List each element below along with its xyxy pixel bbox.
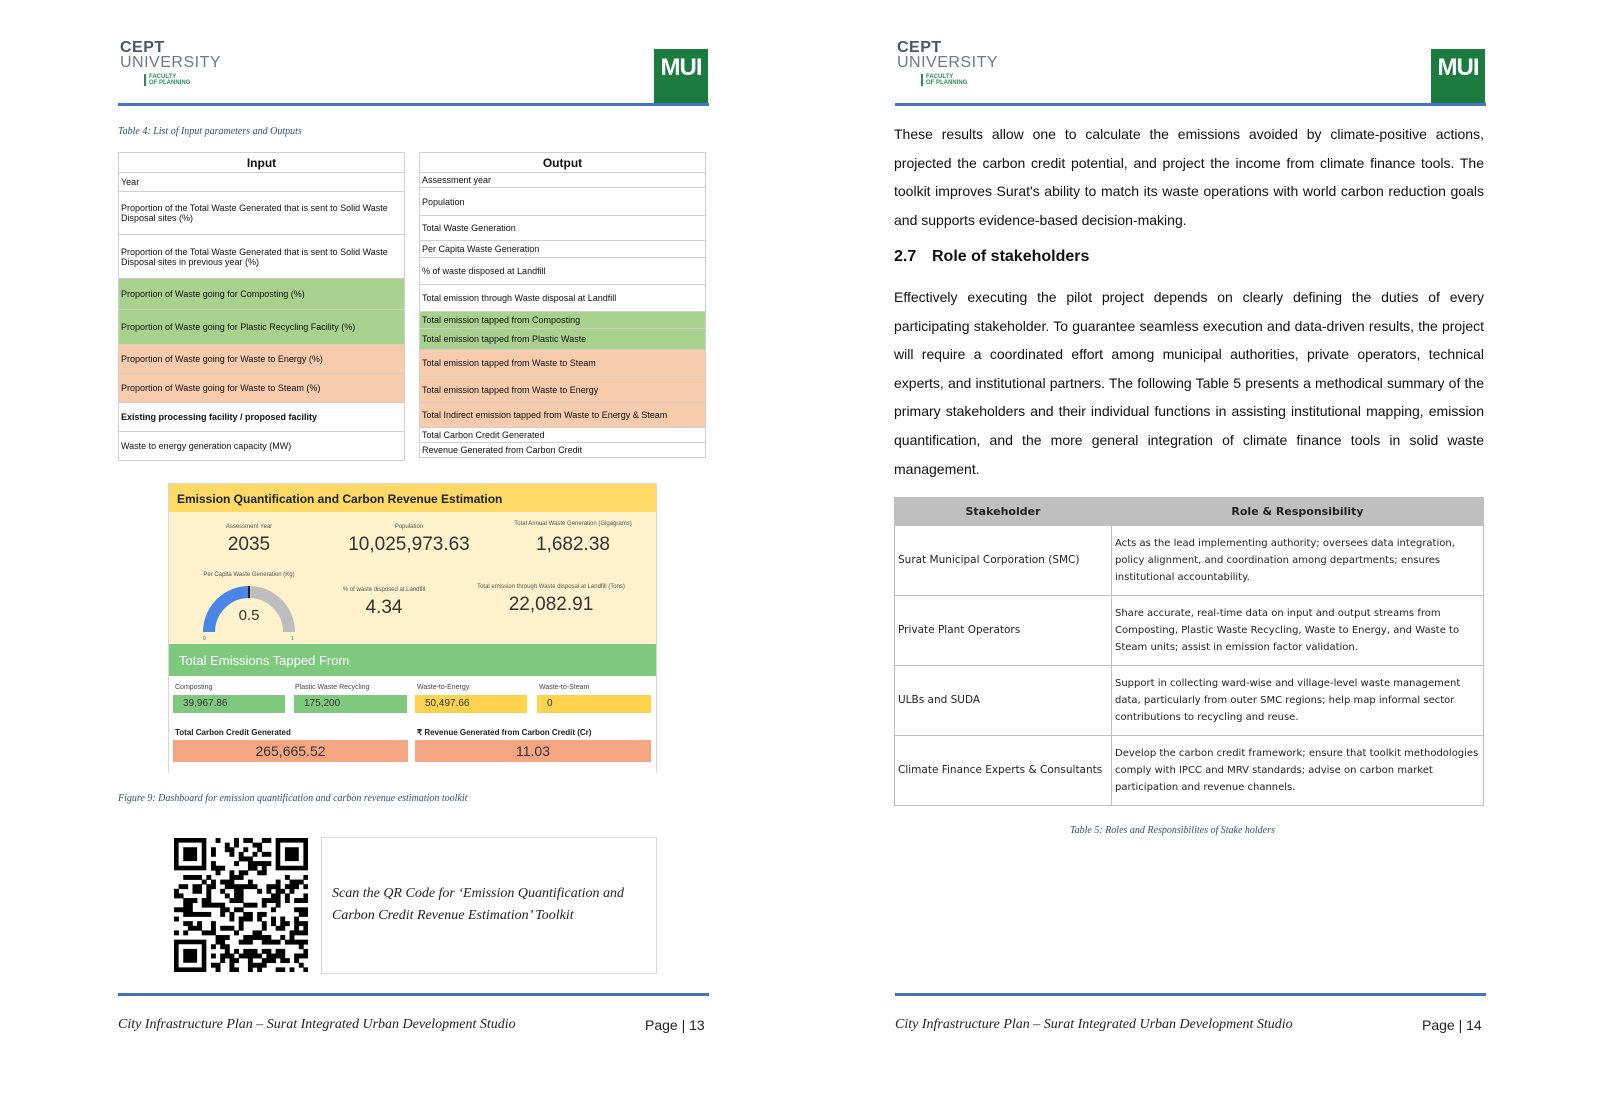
section-heading — [894, 248, 1089, 266]
input-table — [118, 152, 405, 461]
composting-value: 39,967.86 — [173, 695, 285, 713]
output-row: Total Waste Generation — [420, 216, 706, 241]
output-header: Output — [420, 153, 706, 173]
dashboard-title: Emission Quantification and Carbon Revenue Estimation — [169, 484, 656, 512]
stakeholder-role: Support in collecting ward-wise and village-level waste management data, particularly from outer SMC regions; help map informal sector contributions to recycling and reuse. — [1112, 666, 1484, 736]
population-label: Population — [394, 524, 424, 530]
footer-text: City Infrastructure Plan – Surat Integrated Urban Development Studio — [895, 1017, 1293, 1032]
mui-logo-subtext — [654, 87, 708, 91]
revenue-label: ₹ Revenue Generated from Carbon Credit (Cr) — [417, 728, 592, 737]
mui-logo-text: MUI — [1437, 54, 1479, 81]
stakeholder-role: Develop the carbon credit framework; ensure that toolkit methodologies comply with IPCC and MRV standards; advise on carbon market participation and revenue channels. — [1112, 736, 1484, 806]
cept-logo-faculty — [921, 74, 1007, 86]
mui-logo — [654, 49, 708, 104]
page-number: Page | 14 — [1422, 1017, 1482, 1033]
input-header: Input — [119, 153, 405, 173]
table-row — [895, 526, 1484, 596]
landfill-pct-value: 4.34 — [365, 597, 403, 618]
input-row: Proportion of the Total Waste Generated that is sent to Solid Waste Disposal sites (%) — [119, 192, 405, 235]
stakeholder-name: ULBs and SUDA — [895, 666, 1112, 736]
cept-faculty-line1: FACULTY — [926, 74, 954, 80]
qr-instruction-box — [321, 837, 657, 974]
cept-logo-line2: UNIVERSITY — [897, 54, 999, 71]
cept-university-logo — [897, 40, 1007, 96]
stakeholder-name: Surat Municipal Corporation (SMC) — [895, 526, 1112, 596]
cept-logo-faculty — [144, 74, 230, 86]
wte-label: Waste-to-Energy — [417, 684, 470, 691]
footer-rule — [895, 993, 1486, 996]
output-row: Assessment year — [420, 173, 706, 188]
output-row: Total emission tapped from Plastic Waste — [420, 329, 706, 350]
output-row: Total emission tapped from Composting — [420, 312, 706, 329]
dashboard-tapped-panel — [169, 676, 656, 774]
section-title: Role of stakeholders — [932, 248, 1090, 265]
wts-label: Waste-to-Steam — [539, 684, 590, 691]
output-table — [419, 152, 706, 458]
output-row: Population — [420, 188, 706, 216]
table-row — [895, 596, 1484, 666]
output-row: Total emission through Waste disposal at Landfill — [420, 285, 706, 312]
wts-value: 0 — [537, 695, 651, 713]
input-row: Proportion of Waste going for Composting (%) — [119, 279, 405, 310]
role-header: Role & Responsibility — [1112, 498, 1484, 526]
wte-value: 50,497.66 — [415, 695, 527, 713]
stakeholders-paragraph: Effectively executing the pilot project depends on clearly defining the duties of every participating stakeholder. To guarantee seamless execution and data-driven results, the project will require a coordinated effort among municipal authorities, private operators, technical experts, and institutional partners. The following Table 5 presents a methodical summary of the primary stakeholders and their individual functions in assisting institutional mapping, emission quantification, and the more general integration of climate finance tools in solid waste management. — [894, 289, 1484, 477]
input-row: Proportion of Waste going for Waste to Energy (%) — [119, 345, 405, 374]
plastic-label: Plastic Waste Recycling — [295, 684, 370, 691]
stakeholder-name: Climate Finance Experts & Consultants — [895, 736, 1112, 806]
output-row: Total Indirect emission tapped from Waste to Energy & Steam — [420, 403, 706, 428]
cept-logo-line1: CEPT — [120, 39, 165, 56]
output-row: Total emission tapped from Waste to Steam — [420, 350, 706, 377]
per-capita-label: Per Capita Waste Generation (Kg) — [203, 572, 295, 578]
cept-university-logo — [120, 40, 230, 96]
stakeholder-role: Acts as the lead implementing authority; oversees data integration, policy alignment, and coordination among departments; ensures institutional accountability. — [1112, 526, 1484, 596]
emissions-tapped-header: Total Emissions Tapped From — [169, 644, 656, 676]
figure9-caption: Figure 9: Dashboard for emission quantification and carbon revenue estimation toolkit — [118, 793, 468, 804]
header-rule — [895, 103, 1486, 106]
cept-faculty-line2: OF PLANNING — [926, 80, 968, 86]
landfill-emission-label: Total emission through Waste disposal at Landfill (Tons) — [477, 584, 625, 590]
assessment-year-label: Assessment Year — [225, 524, 273, 530]
stakeholders-table — [894, 497, 1484, 806]
input-row: Proportion of the Total Waste Generated that is sent to Solid Waste Disposal sites in previous year (%) — [119, 235, 405, 279]
annual-waste-label: Total Annual Waste Generation (Gigagrams) — [514, 521, 632, 527]
table4-caption: Table 4: List of Input parameters and Outputs — [118, 126, 302, 137]
composting-label: Composting — [175, 684, 213, 691]
cept-faculty-line1: FACULTY — [149, 74, 177, 80]
carbon-credit-value: 265,665.52 — [173, 740, 408, 762]
input-row: Proportion of Waste going for Waste to Steam (%) — [119, 374, 405, 403]
input-row: Existing processing facility / proposed facility — [119, 403, 405, 432]
input-row: Proportion of Waste going for Plastic Recycling Facility (%) — [119, 310, 405, 345]
mui-logo-text: MUI — [660, 54, 702, 81]
assessment-year-value: 2035 — [227, 534, 271, 555]
landfill-emission-value: 22,082.91 — [508, 594, 594, 615]
output-row: Total Carbon Credit Generated — [420, 428, 706, 443]
stakeholder-name: Private Plant Operators — [895, 596, 1112, 666]
annual-waste-value: 1,682.38 — [536, 534, 610, 555]
population-value: 10,025,973.63 — [348, 534, 470, 555]
table-row — [895, 736, 1484, 806]
cept-faculty-line2: OF PLANNING — [149, 80, 191, 86]
output-row: Per Capita Waste Generation — [420, 241, 706, 258]
carbon-credit-label: Total Carbon Credit Generated — [175, 728, 291, 737]
qr-instruction-text: Scan the QR Code for ‘Emission Quantification and Carbon Credit Revenue Estimation’ Toolkit — [332, 886, 625, 923]
qr-code-image — [174, 838, 308, 972]
cept-logo-line1: CEPT — [897, 39, 942, 56]
results-paragraph: These results allow one to calculate the emissions avoided by climate-positive actions, projected the carbon credit potential, and project the income from climate finance tools. The toolkit improves Surat's ability to match its waste operations with world carbon reduction goals and supports evidence-based decision-making. — [894, 126, 1484, 228]
stakeholder-role: Share accurate, real-time data on input and output streams from Composting, Plastic Waste Recycling, Waste to Energy, and Waste to Steam units; assist in emission factor validation. — [1112, 596, 1484, 666]
header-rule — [118, 103, 709, 106]
emission-dashboard — [168, 483, 657, 773]
footer-text: City Infrastructure Plan – Surat Integrated Urban Development Studio — [118, 1017, 516, 1032]
per-capita-value: 0.5 — [238, 607, 260, 624]
gauge-min-label: 0 — [203, 636, 206, 642]
plastic-value: 175,200 — [294, 695, 407, 713]
table5-caption: Table 5: Roles and Responsibilites of Stake holders — [1070, 825, 1275, 836]
revenue-value: 11.03 — [415, 740, 651, 762]
input-row: Year — [119, 173, 405, 192]
footer-rule — [118, 993, 709, 996]
landfill-pct-label: % of waste disposed at Landfill — [342, 587, 426, 593]
stakeholder-header: Stakeholder — [895, 498, 1112, 526]
mui-logo-subtext — [1431, 87, 1485, 91]
qr-code[interactable] — [174, 838, 308, 972]
output-row: Total emission tapped from Waste to Energy — [420, 377, 706, 403]
cept-logo-line2: UNIVERSITY — [120, 54, 222, 71]
mui-logo — [1431, 49, 1485, 104]
section-number: 2.7 — [894, 248, 917, 265]
dashboard-kpi-panel — [169, 512, 656, 644]
page-number: Page | 13 — [645, 1017, 705, 1033]
input-row: Waste to energy generation capacity (MW) — [119, 432, 405, 461]
gauge-max-label: 1 — [291, 636, 294, 642]
table-row — [895, 666, 1484, 736]
output-row: % of waste disposed at Landfill — [420, 258, 706, 285]
output-row: Revenue Generated from Carbon Credit — [420, 443, 706, 458]
